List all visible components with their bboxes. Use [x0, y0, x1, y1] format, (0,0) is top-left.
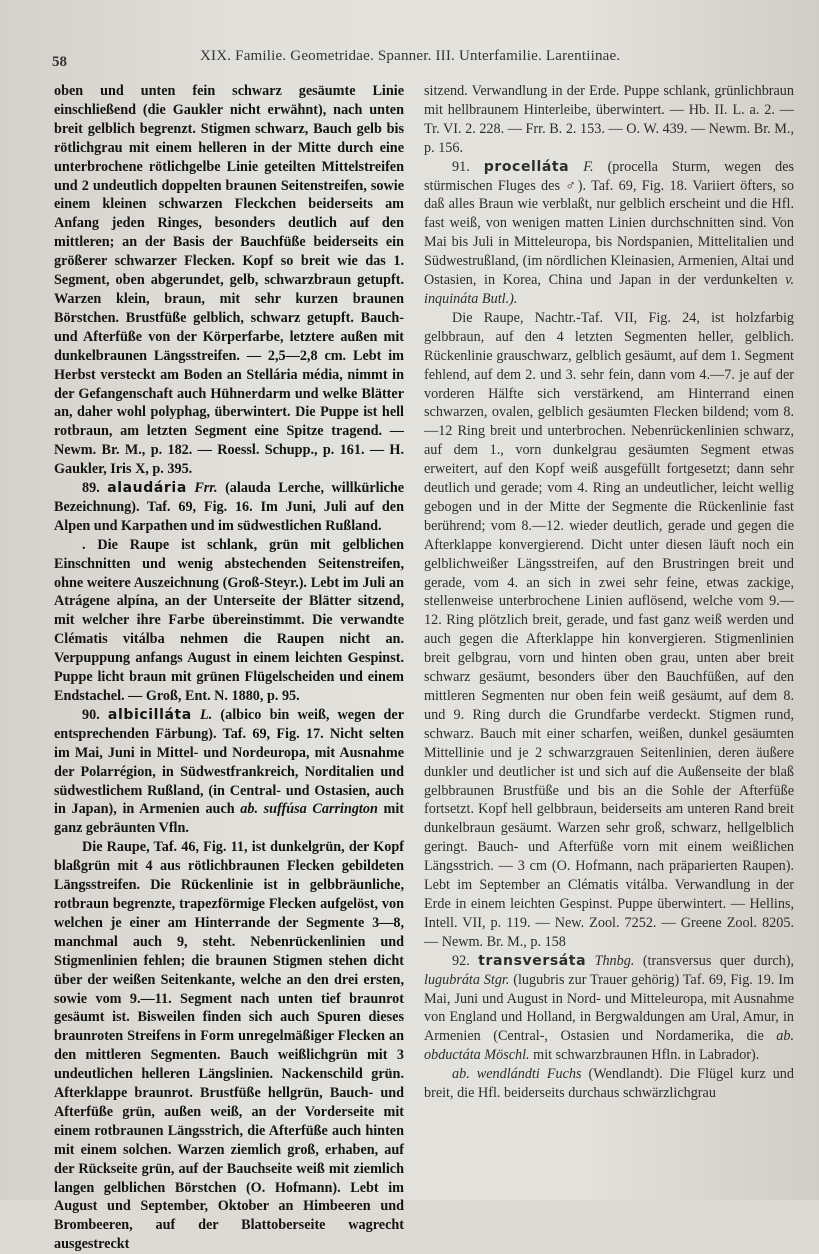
species-description: (alauda Lerche, willkürliche Bezeichnung). Taf. 69, Fig. 16. Im Juni, Juli auf den Alpen und Karpathen und im südwestlichen Rußland. — [54, 480, 405, 534]
page-number: 58 — [52, 54, 67, 70]
larva-description-89: . Die Raupe ist schlank, grün mit gelblichen Einschnitten und wenig abstechenden Seitenstreifen, ohne weitere Auszeichnung (Groß-Steyr.). Lebt im Juli an Atrágene alpína, an der Unterseite der Blätter sitzend, mit welcher ihre Farbe übereinstimmt. Die verwandte Clématis vitálba nehmen die Raupen nicht an. Verpuppung anfangs August in einem leichten Gespinst. Puppe licht braun mit grünen Flügelscheiden und einem Endstachel. — Groß, Ent. N. 1880, p. 95. — [54, 536, 404, 704]
species-description-cont: mit schwarzbraunen Hfln. in Labrador). — [533, 1047, 760, 1064]
right-column — [424, 82, 794, 1192]
species-name: transversáta — [478, 952, 587, 969]
species-name: procelláta — [483, 158, 570, 175]
species-description-cont: mit ganz gebräunten Vfln. — [54, 801, 404, 837]
paragraph-continued: sitzend. Verwandlung in der Erde. Puppe schlank, grünlichbraun mit hellbraunem Hinterleibe, überwintert. — Hb. II. L. a. 2. — Tr. VI. 2. 228. — Frr. B. 2. 153. — O. W. 439. — Newm. Br. M., p. 156. — [424, 83, 794, 156]
species-name: albicilláta — [107, 706, 192, 723]
species-number: 92. — [452, 952, 470, 969]
aberration-name: ab. suffúsa Carrington — [240, 801, 378, 818]
aberration-entry — [424, 1065, 794, 1103]
species-entry-89 — [54, 479, 404, 536]
species-author: F. — [583, 158, 594, 175]
running-title: XIX. Familie. Geometridae. Spanner. III. Unterfamilie. Larentiinae. — [200, 48, 621, 64]
species-number: 89. — [82, 480, 100, 497]
species-author: Frr. — [194, 480, 218, 497]
species-number: 91. — [452, 158, 470, 175]
species-entry-92 — [424, 952, 794, 1065]
species-entry-91 — [424, 158, 794, 309]
page-header — [52, 48, 792, 72]
species-entry-90 — [54, 706, 404, 838]
species-author: L. — [200, 706, 213, 723]
aberration-description: (Wendlandt). Die Flügel kurz und breit, die Hfl. beiderseits durchaus schwärzlichgrau — [424, 1066, 794, 1102]
larva-description-90: Die Raupe, Taf. 46, Fig. 11, ist dunkelgrün, der Kopf blaßgrün mit 4 aus rötlichbraunen Flecken gebildeten Längsstreifen. Die Rückenlinie ist in gelbbräunliche, rotbraun begrenzte, trapezförmige Flecken aufgelöst, von welchen je einer am Hinterrande der Segmente 3—8, manchmal auch 9, steht. Nebenrückenlinien und Stigmenlinien fehlen; die braunen Stigmen stehen dicht über der weißen Seitenkante, welche an den drei ersten, sowie vom 9.—11. Segment nach unten tief braunrot gesäumt ist. Bisweilen finden sich auch Spuren dieses braunroten Streifens in Form unregelmäßiger Flecken an den mittleren Segmenten. Bauch weißlichgrün mit 3 undeutlichen helleren Längslinien. Nackenschild grün. Afterklappe braunrot. Brustfüße hellgrün, Bauch- und Afterfüße grün, außen weiß, an der Vorderseite mit einem rotbraunen Längsstrich, die Afterfüße auch hinten mit einem solchen. Warzen ziemlich groß, erhaben, auf der Rückseite grün, auf der Bauchseite weiß mit ziemlich langen gelblichen Börstchen (O. Hofmann). Lebt im August und September, Oktober an Himbeeren und Brombeeren, auf der Blattoberseite wagrecht ausgestreckt — [54, 839, 404, 1253]
species-author: Thnbg. — [594, 952, 635, 969]
left-column — [54, 82, 405, 1253]
species-number: 90. — [82, 706, 100, 723]
species-description: (transversus quer durch), — [642, 952, 794, 969]
species-description: (procella Sturm, wegen des stürmischen Fluges des ♂). Taf. 69, Fig. 18. Variiert öfters, so daß alles Braun wie verblaßt, nur gelblich erscheint und die Hfl. fast weiß, von wenigen matten Linien durchschnitten sind. Von Mai bis Juli in Mitteleuropa, bis Nordspanien, Mittelitalien und Südwestrußland, (im nördlichen Kleinasien, Armenien, Altai und Ostasien, in Korea, China und Japan in der verdunkelten — [424, 158, 795, 289]
larva-description-91: Die Raupe, Nachtr.-Taf. VII, Fig. 24, ist holzfarbig gelbbraun, auf den 4 letzten Segmenten heller, gelblich. Rückenlinie grauschwarz, gelblich gesäumt, auf dem 1. Segment fehlend, auf dem 2. und 3. sehr fein, dann vom 4.—7. je auf der vorderen Hälfte sich verstärkend, am Hinterrand einen schwarzen, ovalen, gelblich gesäumten Flecken bildend; vom 8.—12 Ring breit und unterbrochen. Nebenrückenlinien schwarz, auf dem 1., vorn dunkelgrau gesäumten Segment etwas erweitert, auf den Kopf weiß ausgefüllt fortgesetzt; dann sehr deutlich und gerade; vom 4. Ring an undeutlicher, leicht wellig gebogen und in der Mitte der Segmente die Rückenlinie fast berührend; vom 8.—12. wieder deutlich, gerade und gegen die Afterklappe konvergierend. Dicht unter diesen läuft noch ein gelblichweißer Längsstreifen, auf den Brustringen breit und gerade, vom 4. an sich in zwei sehr feine, etwas zackige, stellenweise unterbrochene Linien auflösend, welche vom 9.—12. Ring plötzlich breit, gerade, und fast ganz weiß werden und auch gegen die Afterklappe hin konvergieren. Stigmenlinien breit gelbgrau, vorn und hinten oben grau, unten aber breit schwarz gesäumt, besonders über den Bauchfüßen, auf den mittleren Segmenten nur oben fein weiß gesäumt, auf dem 8. und 9. Ring durch die Grundfarbe verdeckt. Stigmen rund, schwarz. Bauch mit einer scharfen, weißen, dunkel gesäumten Mittellinie und je 2 schwarzgrauen Seitenlinien, deren äußere dunkler und deutlicher ist und sich auf die Außenseite der blaß gelbbraunen Brustfüße und bis an die Sohle der Afterfüße fortsetzt. Kopf hell gelbbraun, beiderseits am unteren Rand breit dunkelbraun gesäumt. Warzen sehr groß, schwarz, hellgelblich geringt. Bauch- und Afterfüße vorn mit einem weißlichen Längsstrich. — 3 cm (O. Hofmann, nach präparierten Raupen). Lebt im September an Clématis vitálba. Verwandlung in der Erde in einem leichten Gespinst. Puppe überwintert. — Hellins, Intell. VII, p. 119. — New. Zool. 7252. — Greene Zool. 8205. — Newm. Br. M., p. 158 — [424, 309, 794, 950]
aberration-name: ab. wendlándti Fuchs — [452, 1066, 582, 1083]
species-description-cont: (lugubris zur Trauer gehörig) Taf. 69, Fig. 19. Im Mai, Juni und August in Nord- und Mitteleuropa, mit Ausnahme von England und Holland, in Bergwaldungen am Ural, Amur, in Armenien (Central-, Ostasien und Nordamerika, die — [424, 971, 794, 1045]
variety-name: v. inquináta Butl.). — [424, 272, 794, 307]
species-description: (albico bin weiß, wegen der entsprechenden Färbung). Taf. 69, Fig. 17. Nicht selten im Mai, Juni in Mittel- und Nordeuropa, mit Ausnahme der Polarrégion, in Südwestfrankreich, Norditalien und südwestlichem Rußland, (in Central- und Ostasien, auch in Japan), in Armenien auch — [54, 706, 405, 818]
aberration-name: ab. obductáta Möschl. — [424, 1028, 794, 1064]
paragraph-continued: oben und unten fein schwarz gesäumte Linie einschließend (die Gaukler nicht erwähnt), nach unten breit gelblich begrenzt. Stigmen schwarz, Bauch gelb bis rötlichgrau mit einem helleren in der Mitte durch eine unterbrochene rötlichgelbe Linie geteilten Mittelstreifen und 2 undeutlich doppelten braunen Seitenstreifen, sowie einem kleinen schwarzen Fleckchen beiderseits am Anfang jeden Ringes, besonders deutlich auf den mittleren; an der Basis der Bauchfüße beiderseits ein größerer schwarzer Flecken. Kopf so breit wie das 1. Segment, oben abgerundet, gelb, schwarzbraun getupft. Warzen klein, braun, mit sehr kurzen braunen Börstchen. Brustfüße gelblich, schwarz getupft. Bauch- und Afterfüße von der Körperfarbe, letztere außen mit dunkelbraunen Längsstreifen. — 2,5—2,8 cm. Lebt im Herbst versteckt am Boden an Stellária média, nimmt in der Gefangenschaft auch Hühnerdarm und welke Blätter an, daher wohl polyphag, überwintert. Die Puppe ist hell rotbraun, am letzten Segment eine Spitze tragend. — Newm. Br. M., p. 182. — Roessl. Schupp., p. 161. — H. Gaukler, Iris X, p. 395. — [54, 83, 404, 478]
species-name: alaudária — [107, 480, 187, 497]
synonym-name: lugubráta Stgr. — [424, 971, 510, 988]
